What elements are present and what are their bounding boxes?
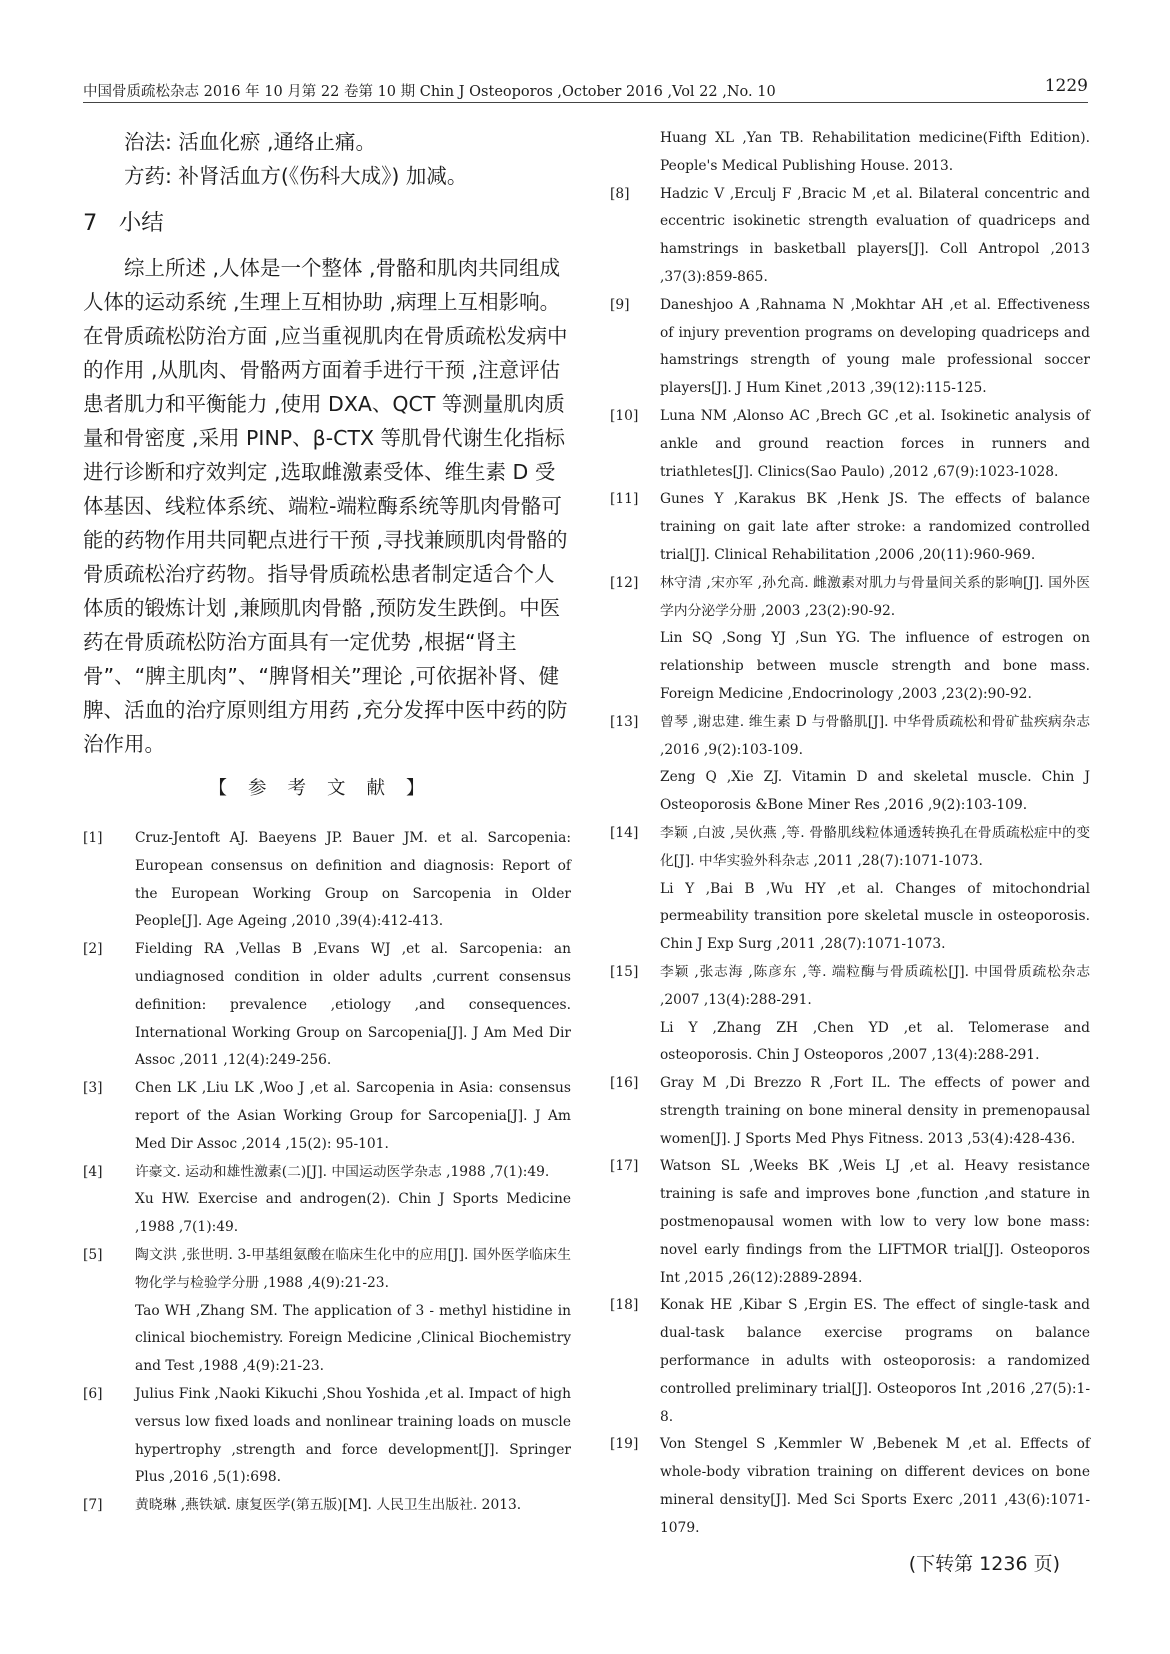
reference-number: [18] <box>610 1297 639 1314</box>
reference-translation: Lin SQ ,Song YJ ,Sun YG. The influence of estrogen on relationship between muscle strength and bone mass. Foreign Medicine ,Endocrinology ,2003 ,23(2):90-92. <box>660 630 1090 702</box>
section-title: 小结 <box>118 210 164 236</box>
prescription-line: 方药: 补肾活血方(《伤科大成》) 加减。 <box>124 164 468 188</box>
reference-number: [4] <box>83 1163 103 1180</box>
reference-text: 黄晓琳 ,燕铁斌. 康复医学(第五版)[M]. 人民卫生出版社. 2013. <box>135 1497 522 1514</box>
reference-number: [5] <box>83 1246 103 1263</box>
reference-text: Daneshjoo A ,Rahnama N ,Mokhtar AH ,et al. Effectiveness of injury prevention programs on developing quadriceps and hamstrings strength of young male professional soccer players[J]. J Hum Kinet ,2013 ,39(12):115-125. <box>660 296 1090 397</box>
reference-number: [11] <box>610 491 639 508</box>
section-number: 7 <box>83 210 98 236</box>
reference-item <box>610 486 1090 569</box>
reference-item <box>610 1153 1090 1292</box>
reference-text: 许豪文. 运动和雄性激素(二)[J]. 中国运动医学杂志 ,1988 ,7(1):49. <box>135 1163 550 1180</box>
reference-number: [1] <box>83 830 103 846</box>
reference-number: [17] <box>610 1158 639 1175</box>
reference-text: Von Stengel S ,Kemmler W ,Bebenek M ,et al. Effects of whole-body vibration training on different devices on bone mineral density[J]. Med Sci Sports Exerc ,2011 ,43(6):1071-1079. <box>660 1436 1090 1536</box>
reference-item <box>83 1075 571 1158</box>
reference-number: [7] <box>83 1497 103 1514</box>
reference-number: [14] <box>610 824 639 841</box>
reference-number: [9] <box>610 296 630 313</box>
reference-number: [19] <box>610 1436 639 1453</box>
reference-number: [8] <box>610 185 630 202</box>
reference-item <box>610 570 1090 709</box>
reference-translation: Tao WH ,Zhang SM. The application of 3 - methyl histidine in clinical biochemistry. Foreign Medicine ,Clinical Biochemistry and Test ,1988 ,4(9):21-23. <box>135 1302 571 1375</box>
reference-text: 李颖 ,白波 ,吴伙燕 ,等. 骨骼肌线粒体通透转换孔在骨质疏松症中的变化[J]. 中华实验外科杂志 ,2011 ,28(7):1071-1073. <box>660 824 1090 869</box>
reference-translation: Li Y ,Bai B ,Wu HY ,et al. Changes of mitochondrial permeability transition pore skeletal muscle in osteoporosis. Chin J Exp Surg ,2011 ,28(7):1071-1073. <box>660 880 1090 953</box>
reference-text: Chen LK ,Liu LK ,Woo J ,et al. Sarcopenia in Asia: consensus report of the Asian Working Group for Sarcopenia[J]. J Am Med Dir Assoc ,2014 ,15(2): 95-101. <box>135 1080 571 1152</box>
reference-item <box>610 1070 1090 1153</box>
reference-translation: Li Y ,Zhang ZH ,Chen YD ,et al. Telomerase and osteoporosis. Chin J Osteoporos ,2007 ,13(4):288-291. <box>660 1019 1090 1064</box>
reference-item <box>83 825 571 936</box>
treatment-line: 治法: 活血化瘀 ,通络止痛。 <box>124 130 376 154</box>
references-heading: 【参考文献】 <box>208 778 446 799</box>
reference-item <box>83 1242 571 1381</box>
reference-number: [13] <box>610 713 639 730</box>
reference-item <box>83 1381 571 1492</box>
reference-item <box>610 959 1090 1070</box>
reference-text: Fielding RA ,Vellas B ,Evans WJ ,et al. Sarcopenia: an undiagnosed condition in older adults ,current consensus definition: prevalence ,etiology ,and consequences. International Working Group on Sarcopenia[J]. J Am Med Dir Assoc ,2011 ,12(4):249-256. <box>135 941 571 1069</box>
reference-number: [10] <box>610 407 639 424</box>
reference-item <box>610 1292 1090 1431</box>
reference-list-right <box>610 125 1090 1543</box>
reference-number: [12] <box>610 574 639 591</box>
page-number: 1229 <box>1044 76 1088 96</box>
reference-text: Watson SL ,Weeks BK ,Weis LJ ,et al. Heavy resistance training is safe and improves bone ,function ,and stature in postmenopausal women with low to very low bone mass: novel early findings from the LIFTMOR trial[J]. Osteoporos Int ,2015 ,26(12):2889-2894. <box>660 1158 1090 1286</box>
reference-translation: Xu HW. Exercise and androgen(2). Chin J Sports Medicine ,1988 ,7(1):49. <box>135 1191 571 1236</box>
right-column <box>610 125 1090 1576</box>
reference-text: Gray M ,Di Brezzo R ,Fort IL. The effects of power and strength training on bone mineral density in premenopausal women[J]. J Sports Med Phys Fitness. 2013 ,53(4):428-436. <box>660 1075 1090 1147</box>
reference-item <box>610 709 1090 820</box>
reference-translation: Zeng Q ,Xie ZJ. Vitamin D and skeletal muscle. Chin J Osteoporosis &Bone Miner Res ,2016 ,9(2):103-109. <box>660 769 1090 814</box>
reference-text: 李颖 ,张志海 ,陈彦东 ,等. 端粒酶与骨质疏松[J]. 中国骨质疏松杂志 ,2007 ,13(4):288-291. <box>660 963 1090 1008</box>
reference-number: [16] <box>610 1075 639 1092</box>
reference-text: Luna NM ,Alonso AC ,Brech GC ,et al. Isokinetic analysis of ankle and ground reaction forces in runners and triathletes[J]. Clinics(Sao Paulo) ,2012 ,67(9):1023-1028. <box>660 407 1090 480</box>
left-column <box>83 125 571 1520</box>
reference-item <box>610 292 1090 403</box>
reference-item <box>610 125 1090 181</box>
reference-item <box>83 936 571 1075</box>
reference-text: Hadzic V ,Erculj F ,Bracic M ,et al. Bilateral concentric and eccentric isokinetic strength evaluation of quadriceps and hamstrings in basketball players[J]. Coll Antropol ,2013 ,37(3):859-865. <box>660 185 1090 285</box>
running-header <box>83 76 1088 103</box>
reference-number: [2] <box>83 941 103 958</box>
reference-list-left <box>83 825 571 1520</box>
reference-item <box>610 181 1090 292</box>
reference-number: [6] <box>83 1385 103 1402</box>
section-heading <box>83 205 571 237</box>
reference-text: 曾琴 ,谢忠建. 维生素 D 与骨骼肌[J]. 中华骨质疏松和骨矿盐疾病杂志 ,2016 ,9(2):103-109. <box>660 713 1090 758</box>
reference-text: Gunes Y ,Karakus BK ,Henk JS. The effects of balance training on gait late after stroke: a randomized controlled trial[J]. Clinical Rehabilitation ,2006 ,20(11):960-969. <box>660 491 1090 563</box>
reference-item <box>83 1492 571 1520</box>
reference-item <box>83 1159 571 1242</box>
reference-number: [3] <box>83 1080 103 1097</box>
summary-paragraph: 综上所述 ,人体是一个整体 ,骨骼和肌肉共同组成人体的运动系统 ,生理上互相协助 ,病理上互相影响。在骨质疏松防治方面 ,应当重视肌肉在骨质疏松发病中的作用 ,从肌肉、骨骼两方面着手进行干预 ,注意评估患者肌力和平衡能力 ,使用 DXA、QCT 等测量肌肉质量和骨密度 ,采用 PINP、β-CTX 等肌骨代谢生化指标进行诊断和疗效判定 ,选取雌激素受体、维生素 D 受体基因、线粒体系统、端粒-端粒酶系统等肌肉骨骼可能的药物作用共同靶点进行干预 ,寻找兼顾肌肉骨骼的骨质疏松治疗药物。指导骨质疏松患者制定适合个人体质的锻炼计划 ,兼顾肌肉骨骼 ,预防发生跌倒。中医药在骨质疏松防治方面具有一定优势 ,根据“肾主骨”、“脾主肌肉”、“脾肾相关”理论 ,可依据补肾、健脾、活血的治疗原则组方用药 ,充分发挥中医中药的防治作用。 <box>83 256 568 756</box>
reference-text: Julius Fink ,Naoki Kikuchi ,Shou Yoshida ,et al. Impact of high versus low fixed loads and nonlinear training loads on muscle hypertrophy ,strength and force development[J]. Springer Plus ,2016 ,5(1):698. <box>135 1385 571 1486</box>
reference-number: [15] <box>610 963 639 980</box>
reference-text: Cruz-Jentoft AJ. Baeyens JP. Bauer JM. et al. Sarcopenia: European consensus on definition and diagnosis: Report of the European Working Group on Sarcopenia in Older People[J]. Age Ageing ,2010 ,39(4):412-413. <box>135 830 571 930</box>
reference-text: Konak HE ,Kibar S ,Ergin ES. The effect of single-task and dual-task balance exercise programs on balance performance in adults with osteoporosis: a randomized controlled preliminary trial[J]. Osteoporos Int ,2016 ,27(5):1-8. <box>660 1297 1090 1425</box>
reference-text: 林守清 ,宋亦军 ,孙允高. 雌激素对肌力与骨量间关系的影响[J]. 国外医学内分泌学分册 ,2003 ,23(2):90-92. <box>660 574 1090 619</box>
continuation-note: (下转第 1236 页) <box>908 1552 1060 1575</box>
reference-item <box>610 1431 1090 1542</box>
reference-text: 陶文洪 ,张世明. 3-甲基组氨酸在临床生化中的应用[J]. 国外医学临床生物化学与检验学分册 ,1988 ,4(9):21-23. <box>135 1246 571 1291</box>
reference-item <box>610 403 1090 486</box>
reference-text: Huang XL ,Yan TB. Rehabilitation medicine(Fifth Edition). People's Medical Publishing House. 2013. <box>660 130 1090 174</box>
reference-item <box>610 820 1090 959</box>
journal-header: 中国骨质疏松杂志 2016 年 10 月第 22 卷第 10 期 Chin J Osteoporos ,October 2016 ,Vol 22 ,No. 10 <box>83 84 776 100</box>
